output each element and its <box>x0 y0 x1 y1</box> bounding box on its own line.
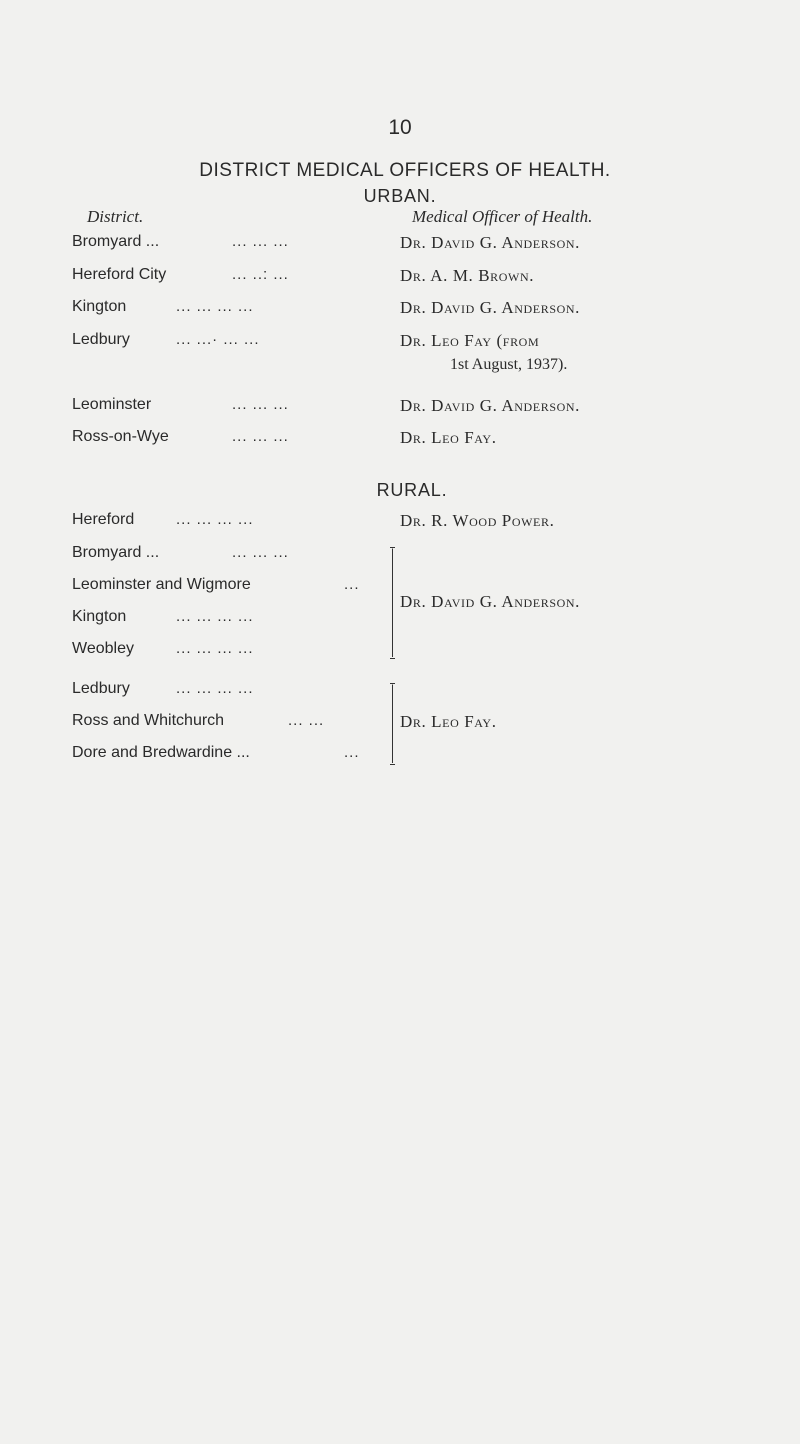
urban-officer-name: Dr. David G. Anderson. <box>400 396 580 415</box>
urban-officer-name: Dr. David G. Anderson. <box>400 233 580 252</box>
urban-district-name: Ledbury <box>72 331 130 348</box>
group-brace <box>384 684 393 763</box>
rural-officer-name: Dr. David G. Anderson. <box>400 592 580 611</box>
rural-officer-name: Dr. Leo Fay. <box>400 712 497 731</box>
urban-district-name: Kington <box>72 298 127 315</box>
urban-officer-name: Dr. A. M. Brown. <box>400 266 535 285</box>
column-header-officer: Medical Officer of Health. <box>412 207 593 226</box>
urban-district-name: Bromyard ... <box>72 233 160 250</box>
leader-dots: ... ... ... <box>232 544 289 561</box>
rural-district-name: Hereford <box>72 511 135 528</box>
leader-dots: ... <box>344 576 360 593</box>
urban-officer-name: Dr. Leo Fay. <box>400 428 497 447</box>
rural-district-name: Weobley <box>72 640 134 657</box>
leader-dots: ... ... ... ... <box>176 608 254 625</box>
rural-officer-name: Dr. R. Wood Power. <box>400 511 555 530</box>
rural-district-name: Bromyard ... <box>72 544 160 561</box>
urban-officer-note: 1st August, 1937). <box>450 356 568 373</box>
leader-dots: ... ...· ... ... <box>176 331 260 348</box>
leader-dots: ... ... <box>288 712 325 729</box>
group-brace <box>384 548 393 657</box>
leader-dots: ... ... ... <box>232 233 289 250</box>
rural-district-name: Dore and Bredwardine ... <box>72 744 250 761</box>
leader-dots: ... ..: ... <box>232 266 289 283</box>
rural-district-name: Ledbury <box>72 680 130 697</box>
urban-district-name: Ross-on-Wye <box>72 428 169 445</box>
page-title: DISTRICT MEDICAL OFFICERS OF HEALTH. <box>199 160 611 181</box>
leader-dots: ... <box>344 744 360 761</box>
urban-officer-name: Dr. David G. Anderson. <box>400 298 580 317</box>
urban-district-name: Hereford City <box>72 266 167 283</box>
rural-district-name: Leominster and Wigmore <box>72 576 251 593</box>
leader-dots: ... ... ... ... <box>176 680 254 697</box>
leader-dots: ... ... ... ... <box>176 298 254 315</box>
urban-officer-name: Dr. Leo Fay (from <box>400 331 540 350</box>
leader-dots: ... ... ... ... <box>176 640 254 657</box>
rural-district-name: Kington <box>72 608 127 625</box>
leader-dots: ... ... ... ... <box>176 511 254 528</box>
rural-heading: RURAL. <box>376 480 448 500</box>
rural-district-name: Ross and Whitchurch <box>72 712 225 729</box>
page-number: 10 <box>388 116 412 139</box>
column-header-district: District. <box>87 207 144 226</box>
leader-dots: ... ... ... <box>232 396 289 413</box>
urban-district-name: Leominster <box>72 396 152 413</box>
urban-heading: URBAN. <box>363 186 437 206</box>
leader-dots: ... ... ... <box>232 428 289 445</box>
